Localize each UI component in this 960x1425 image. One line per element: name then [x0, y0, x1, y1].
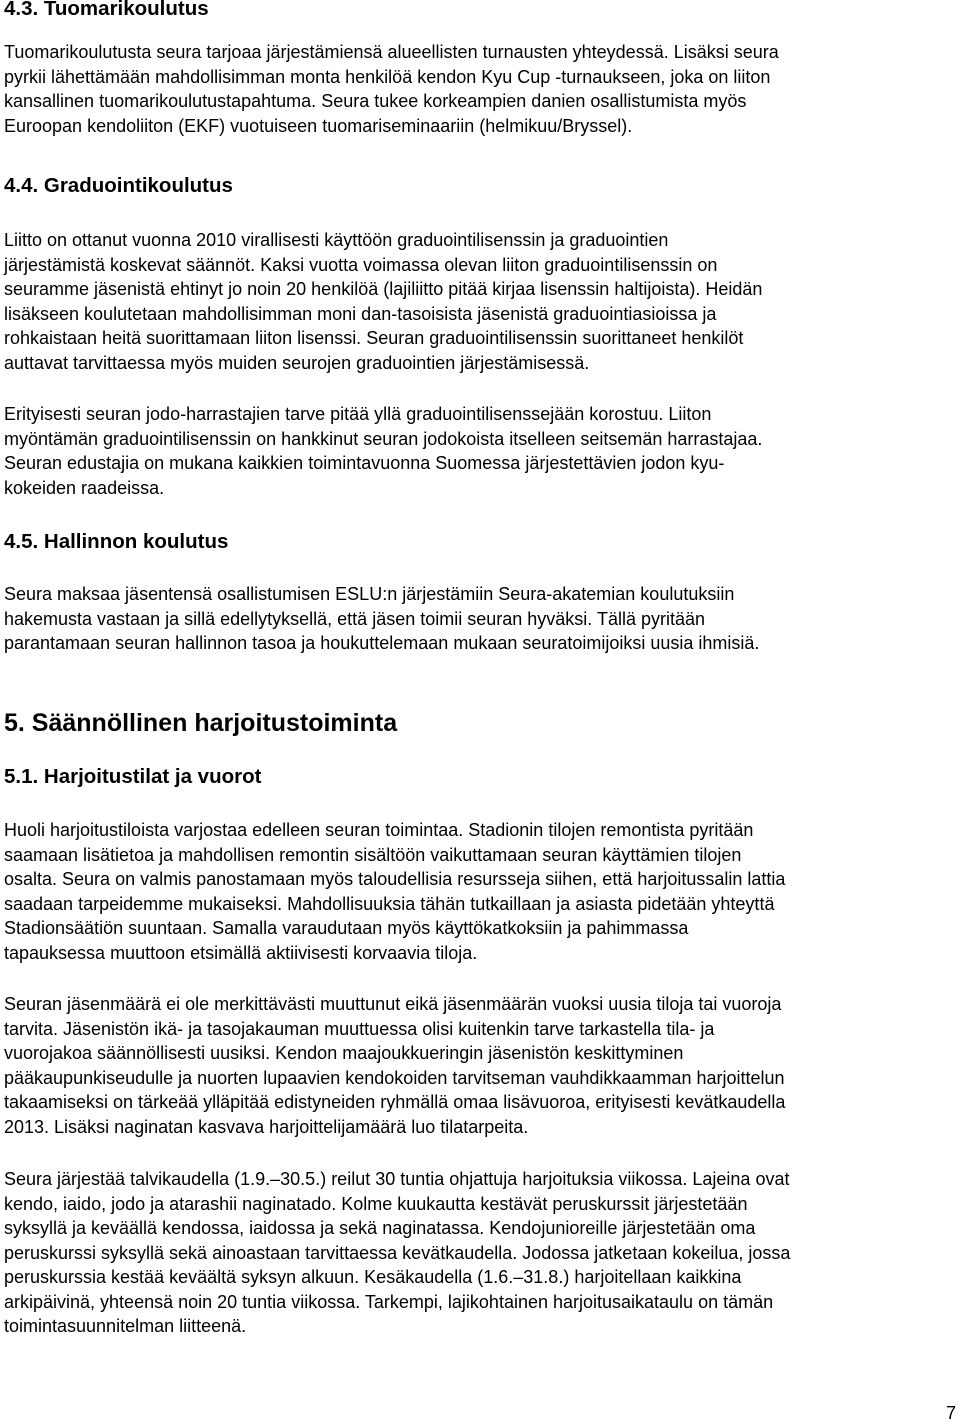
paragraph-4-5: Seura maksaa jäsentensä osallistumisen ESLU:n järjestämiin Seura-akatemian koulutuksiin hakemusta vastaan ja sillä edellytyksellä, että jäsen toimii seuran hyväksi. Tällä pyritään parantamaan seuran hallinnon tasoa ja houkuttelemaan mukaan seuratoimijoiksi uusia ihmisiä. — [4, 584, 760, 653]
page-number: 7 — [945, 1403, 956, 1423]
chapter-heading-5: 5. Säännöllinen harjoitustoiminta — [4, 709, 398, 737]
paragraph-5-1-3: Seura järjestää talvikaudella (1.9.–30.5.) reilut 30 tuntia ohjattuja harjoituksia viikossa. Lajeina ovat kendo, iaido, jodo ja atarashii naginatado. Kolme kuukautta kestävät peruskurssit järjestetään syksyllä ja keväällä kendossa, iaidossa ja sekä naginatassa. Kendojunioreille järjestetään oma peruskurssi syksyllä sekä ainoastaan tarvittaessa kevätkaudella. Jodossa jatketaan kokeilua, jossa peruskurssia kestää keväältä syksyn alkuun. Kesäkaudella (1.6.–31.8.) harjoitellaan kaikkina arkipäivinä, yhteensä noin 20 tuntia viikossa. Tarkempi, lajikohtainen harjoitusaikataulu on tämän toimintasuunnitelman liitteenä. — [4, 1169, 791, 1336]
section-heading-4-3: 4.3. Tuomarikoulutus — [4, 0, 209, 20]
paragraph-5-1-1: Huoli harjoitustiloista varjostaa edelleen seuran toimintaa. Stadionin tilojen remontista pyritään saamaan lisätietoa ja mahdollisen remontin sisältöön vaikuttamaan seuran käyttämien tilojen osalta. Seura on valmis panostamaan myös taloudellisia resursseja siihen, että harjoitussalin lattia saadaan tarpeidemme mukaiseksi. Mahdollisuuksia tähän tutkaillaan ja asiasta pidetään yhteyttä Stadionsäätiön suuntaan. Samalla varaudutaan myös käyttökatkoksiin ja pahimmassa tapauksessa muuttoon etsimällä aktiivisesti korvaavia tiloja. — [4, 820, 786, 963]
section-heading-5-1: 5.1. Harjoitustilat ja vuorot — [4, 765, 262, 788]
section-heading-4-5: 4.5. Hallinnon koulutus — [4, 530, 229, 553]
paragraph-4-4-2: Erityisesti seuran jodo-harrastajien tarve pitää yllä graduointilisenssejään korostuu. Liiton myöntämän graduointilisenssin on hankkinut seuran jodokoista itselleen seitsemän harrastajaa. Seuran edustajia on mukana kaikkien toimintavuonna Suomessa järjestettävien jodon kyu- kokeiden raadeissa. — [4, 404, 763, 498]
paragraph-4-4-1: Liitto on ottanut vuonna 2010 virallisesti käyttöön graduointilisenssin ja graduointien järjestämistä koskevat säännöt. Kaksi vuotta voimassa olevan liiton graduointilisenssin on seuramme jäsenistä ehtinyt jo noin 20 henkilöä (lajiliitto pitää kirjaa lisenssin haltijoista). Heidän lisäkseen koulutetaan mahdollisimman moni dan-tasoisista jäsenistä graduointiasioissa ja rohkaistaan heitä suorittamaan liiton lisenssi. Seuran graduointilisenssin suorittaneet henkilöt auttavat tarvittaessa myös muiden seurojen graduointien järjestämisessä. — [4, 230, 763, 373]
section-heading-4-4: 4.4. Graduointikoulutus — [4, 174, 233, 197]
paragraph-5-1-2: Seuran jäsenmäärä ei ole merkittävästi muuttunut eikä jäsenmäärän vuoksi uusia tiloja tai vuoroja tarvita. Jäsenistön ikä- ja tasojakauman muuttuessa olisi kuitenkin tarve tarkastella tila- ja vuorojakoa säännöllisesti uusiksi. Kendon maajoukkueringin jäsenistön keskittyminen pääkaupunkiseudulle ja nuorten lupaavien kendokoiden tarvitseman vauhdikkaamman harjoittelun takaamiseksi on tärkeää ylläpitää edistyneiden ryhmällä omaa lisävuoroa, erityisesti kevätkaudella 2013. Lisäksi naginatan kasvava harjoittelijamäärä luo tilatarpeita. — [4, 994, 786, 1137]
paragraph-4-3: Tuomarikoulutusta seura tarjoaa järjestämiensä alueellisten turnausten yhteydessä. Lisäksi seura pyrkii lähettämään mahdollisimman monta henkilöä kendon Kyu Cup -turnaukseen, joka on liiton kansallinen tuomarikoulutustapahtuma. Seura tukee korkeampien danien osallistumista myös Euroopan kendoliiton (EKF) vuotuiseen tuomariseminaariin (helmikuu/Bryssel). — [4, 42, 779, 136]
